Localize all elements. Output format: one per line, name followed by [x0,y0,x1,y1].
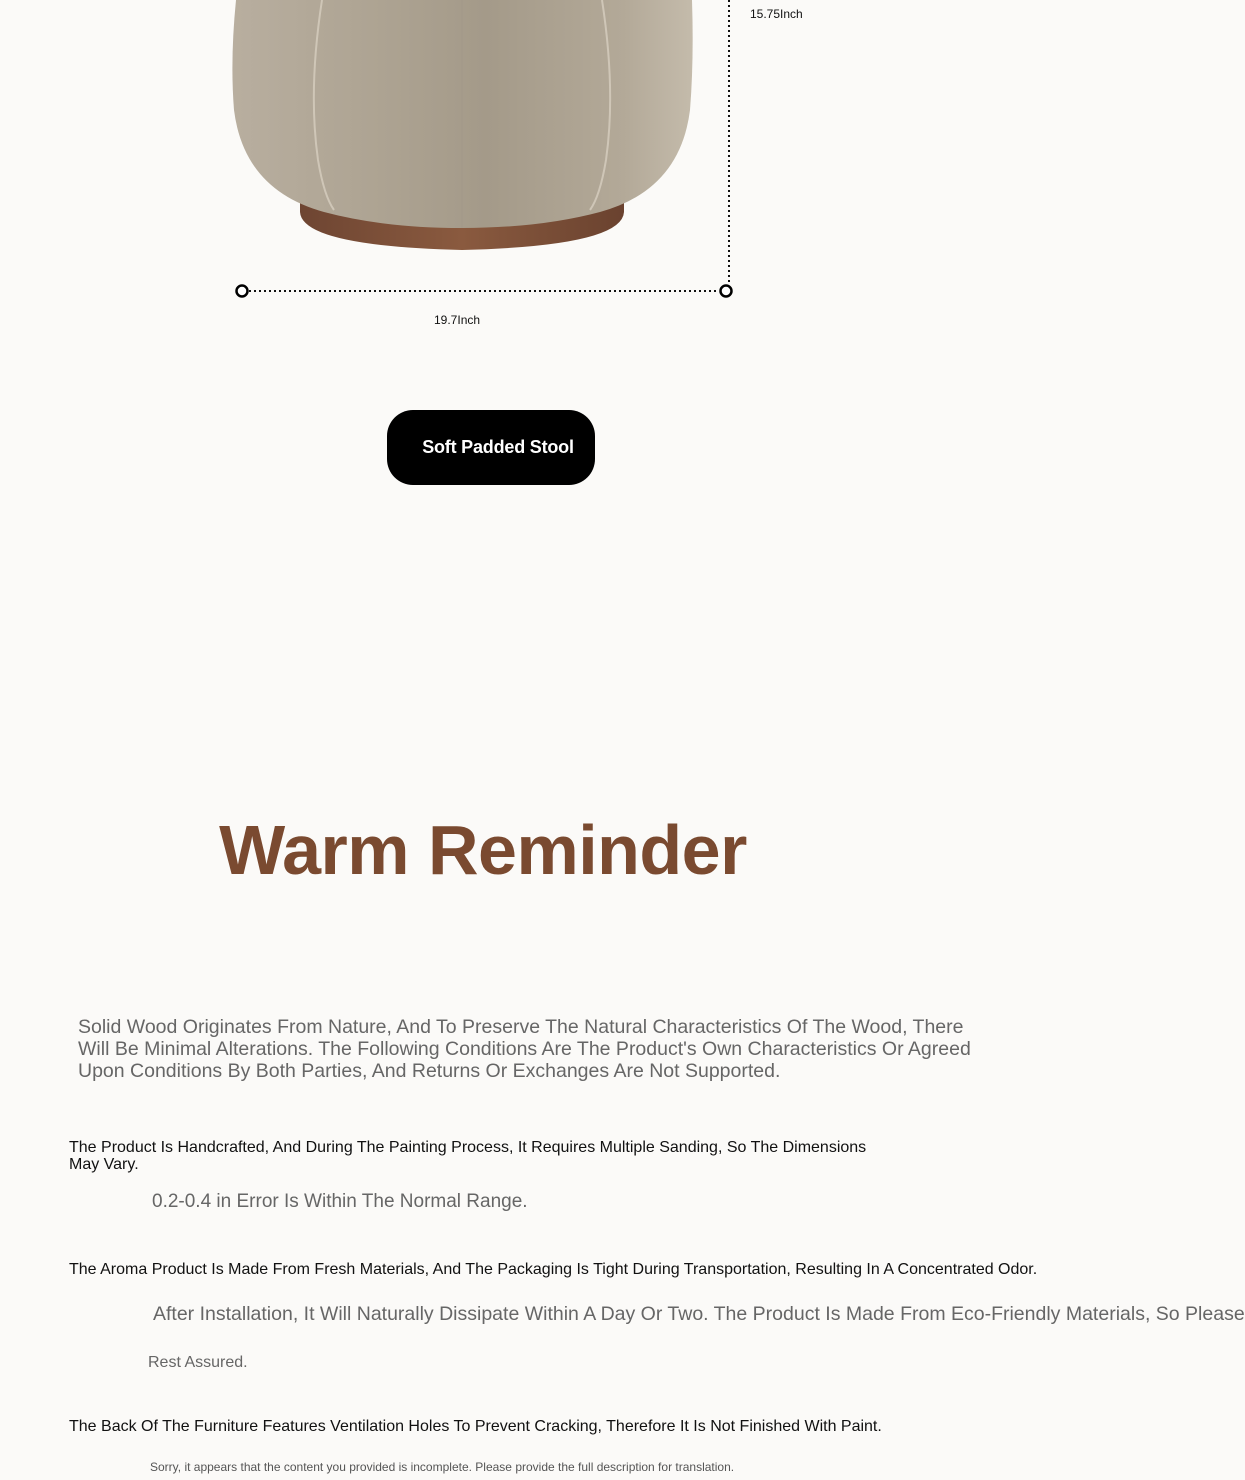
dimension-endpoint-right [721,286,732,297]
width-dimension-label: 19.7Inch [434,313,481,327]
height-dimension-label: 15.75Inch [750,7,803,21]
note-heading: The Aroma Product Is Made From Fresh Materials, And The Packaging Is Tight During Transportation, Resulting In A Concentrated Odor. [69,1261,1038,1278]
dimension-endpoint-left [237,286,248,297]
note-detail: After Installation, It Will Naturally Dissipate Within A Day Or Two. The Product Is Made From Eco-Friendly Materials, So Please [153,1303,1245,1325]
stool-cushion [232,0,692,228]
product-name-button[interactable]: Soft Padded Stool [387,410,595,485]
section-title: Warm Reminder [219,811,747,889]
reminder-intro: Solid Wood Originates From Nature, And To Preserve The Natural Characteristics Of The Wood, There Will Be Minimal Alterations. The Following Conditions Are The Product's Own Characteristics Or Agreed Upon Conditions By Both Parties, And Returns Or Exchanges Are Not Supported. [78,1016,971,1082]
stool-illustration [0,0,1000,360]
note-detail: Sorry, it appears that the content you provided is incomplete. Please provide the full description for translation. [150,1460,735,1474]
note-heading: The Back Of The Furniture Features Ventilation Holes To Prevent Cracking, Therefore It Is Not Finished With Paint. [69,1418,882,1435]
product-image [0,0,1000,360]
note-detail: 0.2-0.4 in Error Is Within The Normal Range. [152,1191,528,1212]
note-detail: Rest Assured. [148,1354,248,1371]
note-heading: The Product Is Handcrafted, And During The Painting Process, It Requires Multiple Sanding, So The Dimensions May Vary. [69,1139,867,1173]
